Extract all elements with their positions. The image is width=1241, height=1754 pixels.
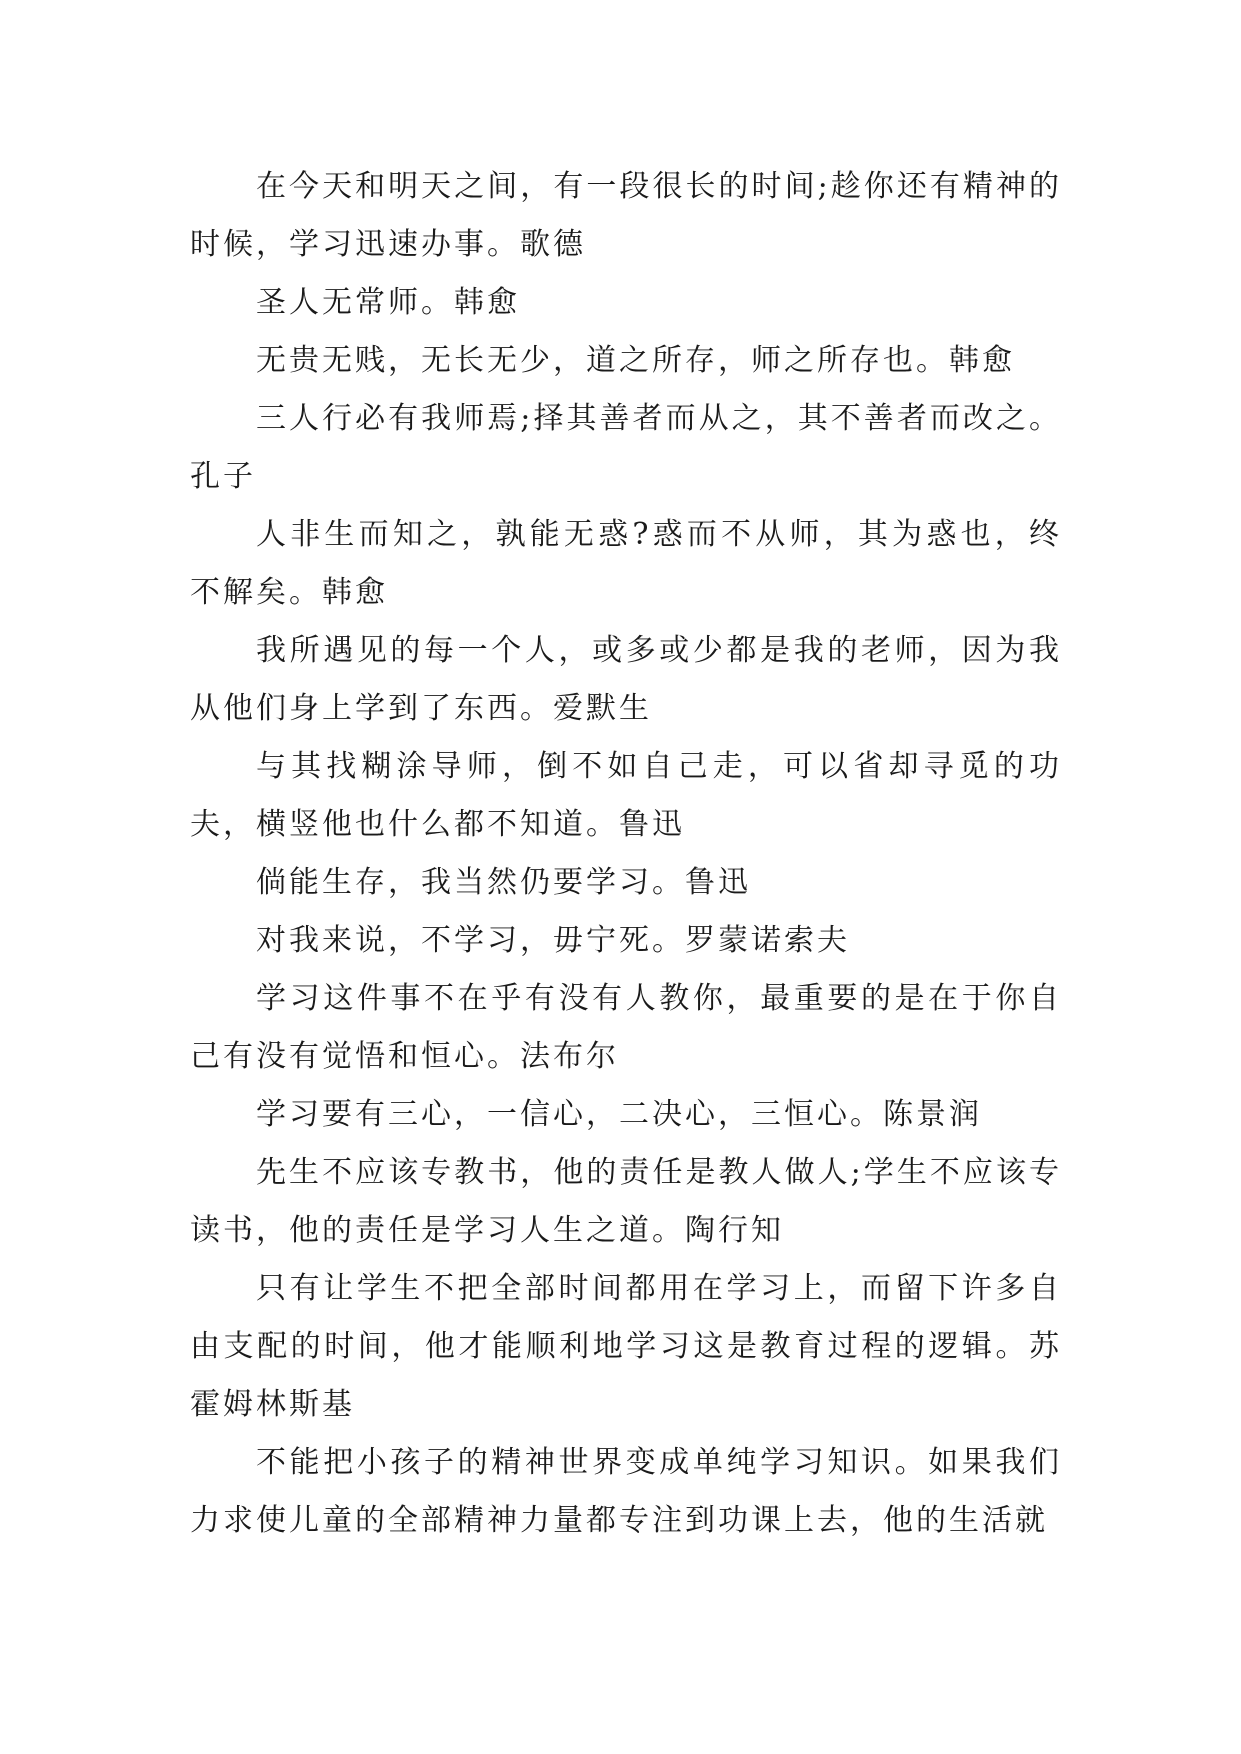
paragraph: 学习这件事不在乎有没有人教你，最重要的是在于你自己有没有觉悟和恒心。法布尔 (190, 981, 1062, 1074)
document-body (190, 158, 1062, 1550)
paragraph: 与其找糊涂导师，倒不如自己走，可以省却寻觅的功夫，横竖他也什么都不知道。鲁迅 (190, 749, 1062, 842)
paragraph: 我所遇见的每一个人，或多或少都是我的老师，因为我从他们身上学到了东西。爱默生 (190, 633, 1062, 726)
paragraph: 三人行必有我师焉;择其善者而从之，其不善者而改之。孔子 (190, 401, 1062, 494)
paragraph: 学习要有三心，一信心，二决心，三恒心。陈景润 (256, 1097, 982, 1132)
paragraph: 对我来说，不学习，毋宁死。罗蒙诺索夫 (256, 923, 850, 958)
paragraph: 先生不应该专教书，他的责任是教人做人;学生不应该专读书，他的责任是学习人生之道。陶行知 (190, 1155, 1062, 1248)
paragraph: 不能把小孩子的精神世界变成单纯学习知识。如果我们力求使儿童的全部精神力量都专注到功课上去，他的生活就 (190, 1445, 1062, 1538)
paragraph: 人非生而知之，孰能无惑?惑而不从师，其为惑也，终不解矣。韩愈 (190, 517, 1062, 610)
paragraph: 在今天和明天之间，有一段很长的时间;趁你还有精神的时候，学习迅速办事。歌德 (190, 169, 1062, 262)
paragraph: 无贵无贱，无长无少，道之所存，师之所存也。韩愈 (256, 343, 1015, 378)
paragraph: 圣人无常师。韩愈 (256, 285, 520, 320)
paragraph: 倘能生存，我当然仍要学习。鲁迅 (256, 865, 751, 900)
paragraph: 只有让学生不把全部时间都用在学习上，而留下许多自由支配的时间，他才能顺利地学习这是教育过程的逻辑。苏霍姆林斯基 (190, 1271, 1062, 1422)
